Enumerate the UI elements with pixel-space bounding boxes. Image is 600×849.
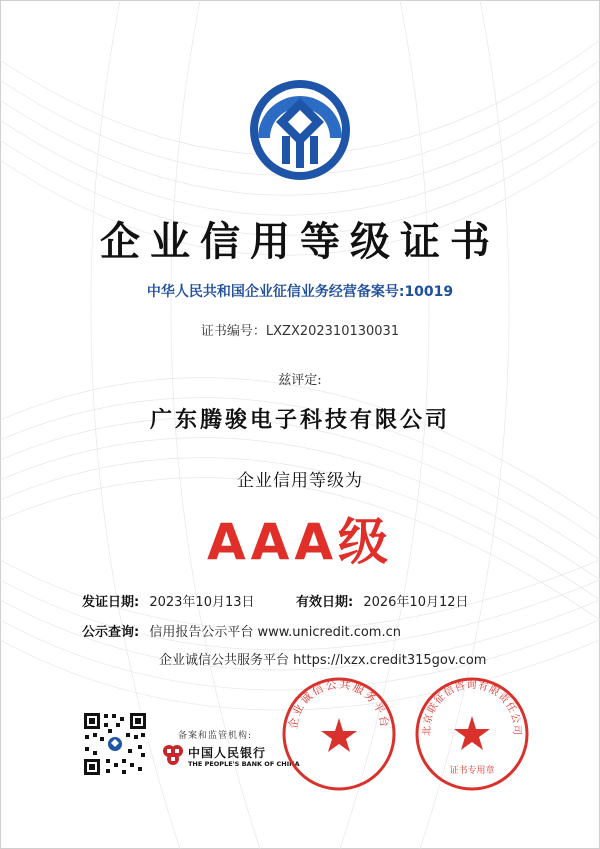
credit-grade: AAA级: [206, 513, 394, 571]
right-seal-text: 北京联征信咨询有限责任公司: [421, 680, 523, 736]
query-label: 公示查询:: [82, 625, 140, 640]
qr-code-icon[interactable]: [82, 711, 148, 777]
valid-date-label: 有效日期:: [296, 595, 354, 610]
star-icon: [454, 716, 490, 750]
company-name: 广东腾骏电子科技有限公司: [149, 408, 450, 433]
record-number: 中华人民共和国企业征信业务经营备案号:10019: [146, 284, 454, 300]
certificate-title: 企业信用等级证书: [100, 219, 500, 265]
regulator-label: 备案和监管机构:: [178, 731, 253, 741]
service-platform-seal: [281, 676, 397, 792]
company-seal: [414, 676, 530, 792]
pboc-name-cn: 中国人民银行: [188, 746, 267, 760]
credit-logo-icon: [248, 78, 352, 182]
star-icon: [321, 718, 357, 752]
left-seal-text: 企业诚信公共服务平台: [286, 677, 392, 730]
query-url-2[interactable]: 企业诚信公共服务平台 https://lxzx.credit315gov.com: [159, 653, 487, 668]
seal-bottom-text: 证书专用章: [449, 766, 495, 776]
pboc-coin-icon: [162, 744, 184, 766]
query-url-1[interactable]: 信用报告公示平台 www.unicredit.com.cn: [149, 625, 401, 640]
query-row: [82, 621, 401, 640]
issue-date-label: 发证日期:: [82, 595, 140, 610]
issue-date-row: [82, 591, 255, 610]
level-label: 企业信用等级为: [237, 471, 363, 491]
pboc-name-en: THE PEOPLE'S BANK OF CHINA: [188, 760, 300, 768]
issue-date-value: 2023年10月13日: [149, 595, 255, 610]
valid-date-value: 2026年10月12日: [363, 595, 469, 610]
certificate-number: 证书编号：LXZX202310130031: [200, 324, 400, 339]
valid-date-row: [296, 591, 469, 610]
evaluated-label: 兹评定:: [278, 373, 322, 388]
